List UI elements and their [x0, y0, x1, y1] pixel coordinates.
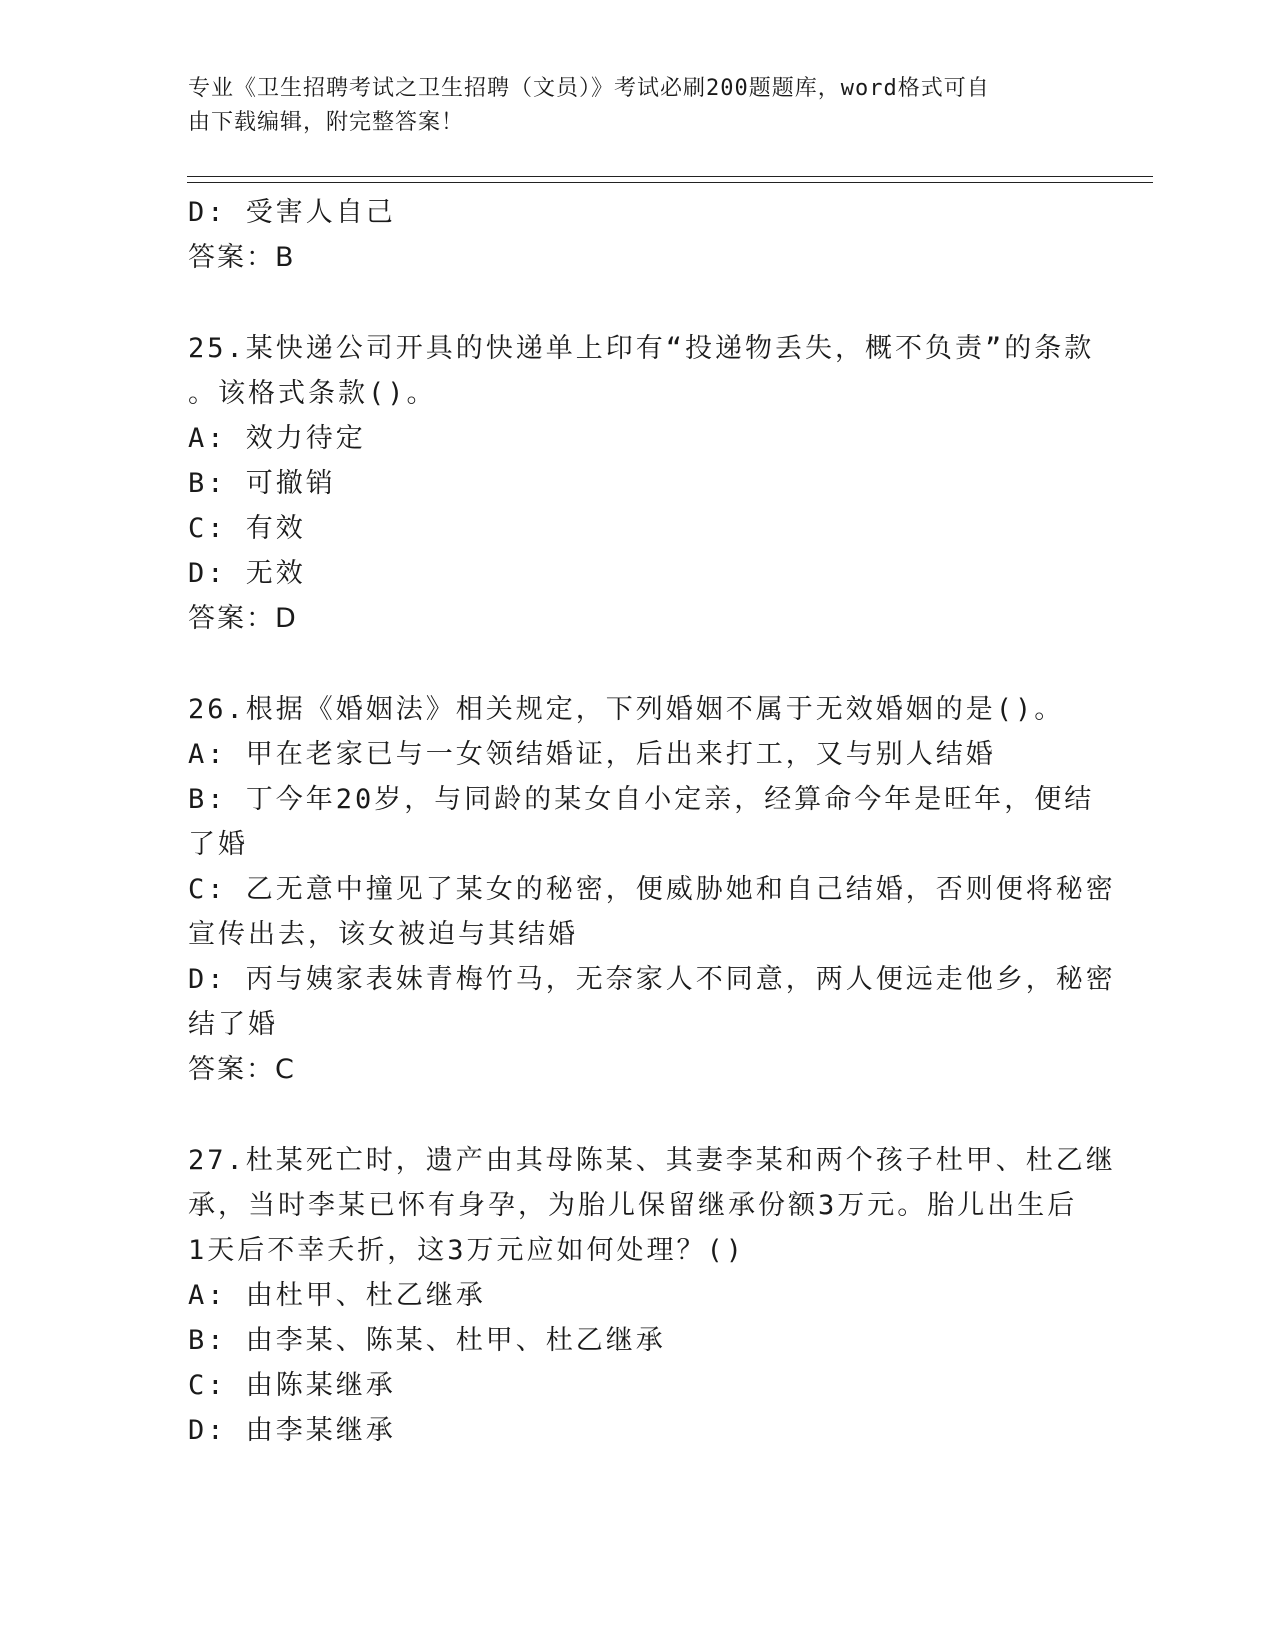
- option-b-cont: 了婚: [188, 829, 248, 860]
- question-stem: 27.杜某死亡时，遗产由其母陈某、其妻李某和两个孩子杜甲、杜乙继: [188, 1145, 1116, 1176]
- question-stem: 25.某快递公司开具的快递单上印有“投递物丢失，概不负责”的条款: [188, 333, 1095, 364]
- header-divider-bottom: [187, 182, 1153, 183]
- question-stem: 26.根据《婚姻法》相关规定，下列婚姻不属于无效婚姻的是()。: [188, 694, 1065, 725]
- option-a: A: 甲在老家已与一女领结婚证，后出来打工，又与别人结婚: [188, 739, 996, 770]
- question-stem: 1天后不幸夭折，这3万元应如何处理？(): [188, 1235, 746, 1266]
- option-b: B: 可撤销: [188, 468, 336, 499]
- option-c: C: 乙无意中撞见了某女的秘密，便威胁她和自己结婚，否则便将秘密: [188, 874, 1116, 905]
- option-b: B: 丁今年20岁，与同龄的某女自小定亲，经算命今年是旺年，便结: [188, 784, 1095, 815]
- question-26: [188, 687, 1116, 1092]
- answer: 答案：D: [188, 603, 298, 634]
- option-d: D: 受害人自己: [188, 197, 396, 228]
- option-d-cont: 结了婚: [188, 1009, 278, 1040]
- option-b: B: 由李某、陈某、杜甲、杜乙继承: [188, 1325, 666, 1356]
- header-line-2: 由下载编辑，附完整答案！: [188, 110, 465, 135]
- question-stem: 承，当时李某已怀有身孕，为胎儿保留继承份额3万元。胎儿出生后: [188, 1190, 1078, 1221]
- spacer: [188, 1092, 1088, 1138]
- question-25: [188, 326, 1095, 641]
- option-c-cont: 宣传出去，该女被迫与其结婚: [188, 919, 578, 950]
- question-stem: 。该格式条款()。: [188, 378, 437, 409]
- spacer: [188, 280, 1088, 326]
- answer: 答案：B: [188, 242, 296, 273]
- answer: 答案：C: [188, 1054, 296, 1085]
- option-c: C: 由陈某继承: [188, 1370, 396, 1401]
- question-list: [188, 190, 1116, 1453]
- spacer: [188, 641, 1088, 687]
- option-a: A: 效力待定: [188, 423, 366, 454]
- question-24-tail: [188, 190, 1088, 280]
- option-d: D: 由李某继承: [188, 1415, 396, 1446]
- option-a: A: 由杜甲、杜乙继承: [188, 1280, 486, 1311]
- page-header: [188, 72, 1068, 140]
- option-c: C: 有效: [188, 513, 306, 544]
- question-27: [188, 1138, 1116, 1453]
- option-d: D: 丙与姨家表妹青梅竹马，无奈家人不同意，两人便远走他乡，秘密: [188, 964, 1116, 995]
- header-line-1: 专业《卫生招聘考试之卫生招聘（文员）》考试必刷200题题库，word格式可自: [188, 76, 990, 101]
- header-divider-top: [187, 176, 1153, 177]
- option-d: D: 无效: [188, 558, 306, 589]
